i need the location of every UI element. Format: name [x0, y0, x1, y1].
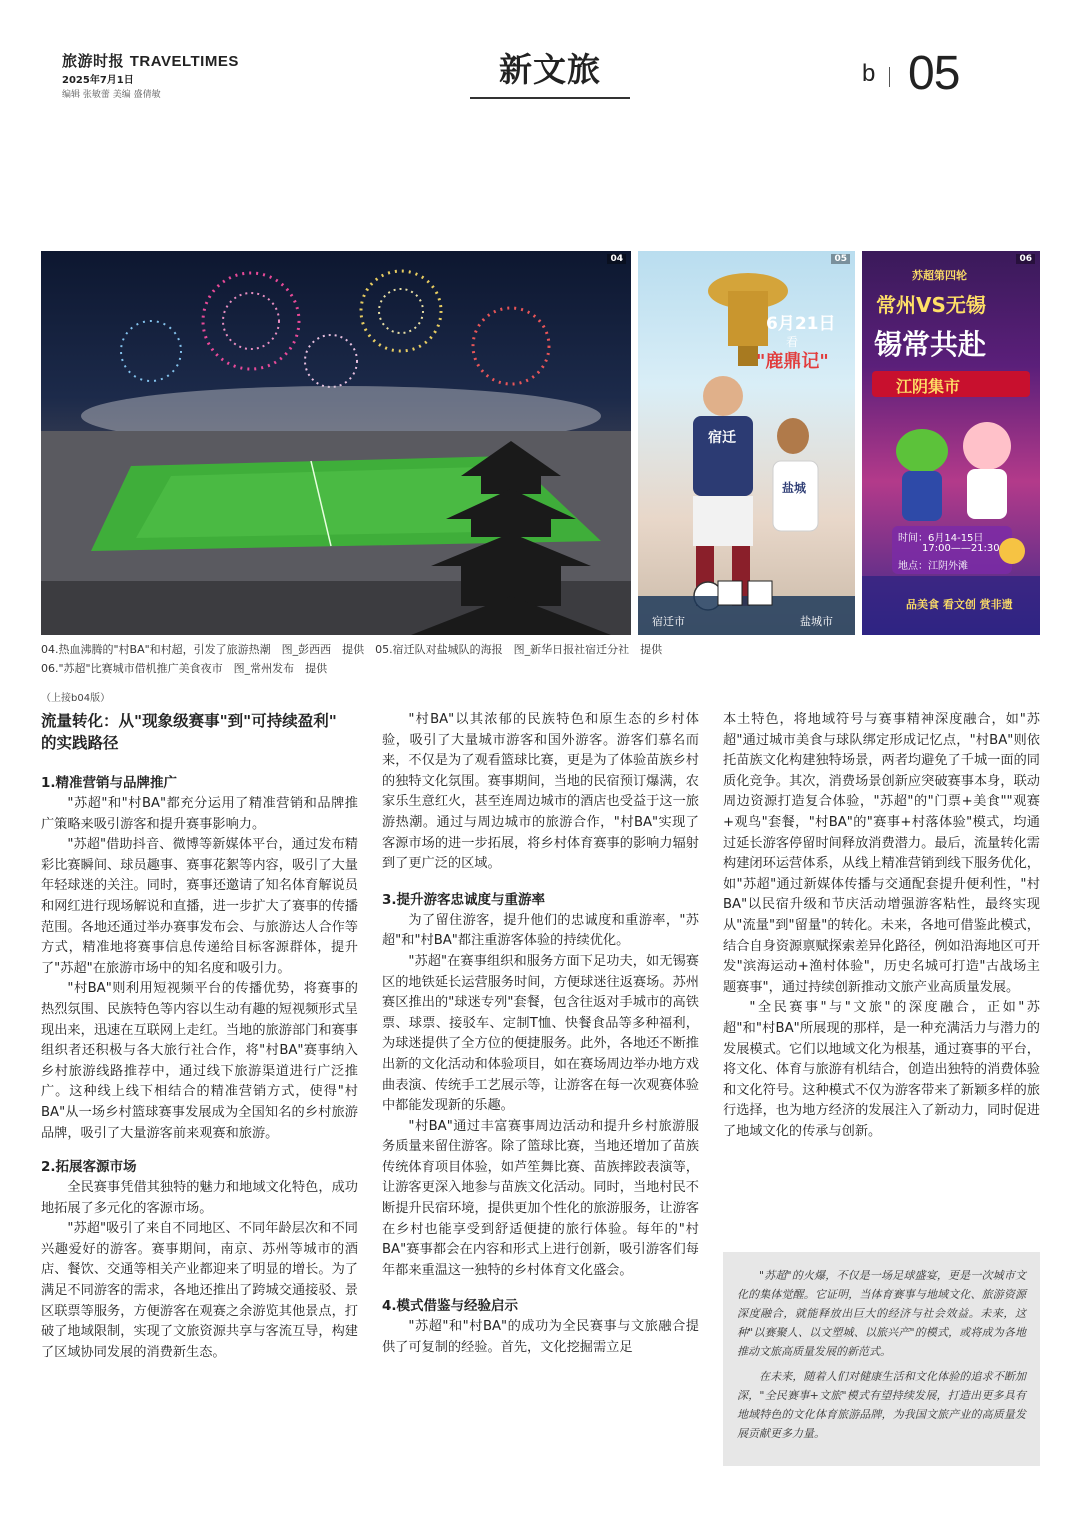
- logo-en: TRAVELTIMES: [129, 53, 239, 70]
- issue-date: 2025年7月1日: [62, 75, 134, 86]
- poster-06-market: 江阴集市: [896, 377, 961, 396]
- page-separator: [889, 67, 890, 87]
- poster-05-city-suqian: 宿迁市: [652, 615, 685, 628]
- paragraph: "村BA"通过丰富赛事周边活动和提升乡村旅游服务质量来留住游客。除了篮球比赛，当地还增加了苗族传统体育项目体验，如芦笙舞比赛、苗族摔跤表演等，让游客更深入地参与苗族文化活动。同时，当地村民不断提升民宿环境，提供更加个性化的旅游服务，让游客在乡村也能享受到舒适便捷的旅行体验。每年的"村BA"赛事都会在内容和形式上进行创新，吸引游客们每年都来重温这一独特的乡村体育文化盛会。: [382, 1118, 699, 1278]
- poster-05-date: 6月21日: [766, 314, 836, 334]
- paragraph: "苏超"吸引了来自不同地区、不同年龄层次和不同兴趣爱好的游客。赛事期间，南京、苏州等城市的酒店、餐饮、交通等相关产业都迎来了明显的增长。为了满足不同游客的需求，各地还推出了跨城交通接驳、景区联票等服务，方便游客在观赛之余游览其他景点，打破了地域限制，实现了文旅资源共享与客流互导，构建了区域协同发展的消费新生态。: [41, 1221, 358, 1360]
- poster-06-matchup: 常州VS无锡: [876, 293, 986, 317]
- poster-06-hours: 17:00——21:30: [922, 543, 1000, 554]
- poster-05-team-suqian: 宿迁: [708, 430, 736, 446]
- paragraph: 本土特色，将地域符号与赛事精神深度融合，如"苏超"通过城市美食与球队绑定形成记忆点，"村BA"则依托苗族文化构建独特场景，两者均避免了千城一面的同质化竞争。其次，消费场景创新应突破赛事本身，联动周边资源打造复合体验，"苏超"的"门票+美食""观赛+观鸟"套餐，"村BA"的"赛事+村落体验"模式，均通过延长游客停留时间释放消费潜力。最后，流量转化需构建闭环运营体系，从线上精准营销到线下服务优化，如"苏超"通过新媒体传播与交通配套提升便利性，"村BA"以民宿升级和节庆活动增强游客粘性，最终实现从"流量"到"留量"的转化。未来，各地可借鉴此模式，结合自身资源禀赋探索差异化路径，例如沿海地区可开发"滨海运动+渔村体验"，历史名城可打造"古战场主题赛事"，通过持续创新推动文旅产业高质量发展。: [723, 712, 1040, 995]
- quote-paragraph-2: 在未来，随着人们对健康生活和文化体验的追求不断加深，"全民赛事+文旅"模式有望持续发展，打造出更多具有地域特色的文化体育旅游品牌，为我国文旅产业的高质量发展贡献更多力量。: [737, 1370, 1026, 1440]
- section-1-heading: 1.精准营销与品牌推广: [41, 775, 178, 791]
- poster-05-city-yancheng: 盐城市: [800, 615, 833, 628]
- caption-line-2: 06."苏超"比赛城市借机推广美食夜市 图_常州发布 提供: [41, 662, 328, 675]
- section-2-heading: 2.拓展客源市场: [41, 1159, 137, 1176]
- section-4-heading: 4.模式借鉴与经验启示: [382, 1298, 519, 1315]
- poster-06-round: 苏超第四轮: [912, 269, 967, 282]
- article-column-1: [41, 710, 358, 1363]
- paragraph: "苏超"和"村BA"都充分运用了精准营销和品牌推广策略来吸引游客和提升赛事影响力。: [41, 796, 358, 832]
- quote-box: [723, 1252, 1040, 1466]
- photo-poster-changzhou-wuxi: [862, 251, 1040, 635]
- paragraph: "村BA"以其浓郁的民族特色和原生态的乡村体验，吸引了大量城市游客和国外游客。游客们慕名而来，不仅是为了观看篮球比赛，更是为了体验苗族乡村的独特文化氛围。赛事期间，当地的民宿预订爆满，农家乐生意红火，甚至连周边城市的酒店也受益于这一旅游热潮。通过与周边城市的旅游合作，"村BA"实现了客源市场的进一步拓展，将乡村体育赛事的影响力辐射到了更广泛的区域。: [382, 712, 699, 872]
- photo-tag-05: 05: [831, 254, 850, 264]
- poster-06-footer: 品美食 看文创 赏非遗: [906, 598, 1013, 611]
- caption-line-1: 04.热血沸腾的"村BA"和村超，引发了旅游热潮 图_彭西西 提供 05.宿迁队对盐城队的海报 图_新华日报社宿迁分社 提供: [41, 643, 663, 656]
- paragraph: "全民赛事"与"文旅"的深度融合，正如"苏超"和"村BA"所展现的那样，是一种充满活力与潜力的发展模式。它们以地域文化为根基，通过赛事的平台，将文化、体育与旅游有机结合，创造出独特的消费体验和文化符号。这种模式不仅为游客带来了新颖多样的旅行选择，也为地方经济的发展注入了新动力，同时促进了地域文化的传承与创新。: [723, 1000, 1040, 1139]
- logo-cn: 旅游时报: [62, 52, 125, 70]
- article-title-line-1: 流量转化：从"现象级赛事"到"可持续盈利": [41, 712, 337, 730]
- editor-credit: 编辑 张敏蕾 美编 盛倩敏: [62, 90, 161, 100]
- poster-06-place: 地点：江阴外滩: [898, 561, 968, 572]
- article-column-2: [382, 710, 699, 1359]
- article-column-3: [723, 710, 1040, 1142]
- continued-note: （上接b04版）: [41, 693, 111, 704]
- paragraph: "苏超"和"村BA"的成功为全民赛事与文旅融合提供了可复制的经验。首先，文化挖掘需立足: [382, 1319, 699, 1356]
- photo-poster-suqian-yancheng: [638, 251, 855, 635]
- article-title-line-2: 的实践路径: [41, 734, 119, 752]
- poster-06-time: 时间：6月14-15日: [898, 533, 984, 544]
- section-3-heading: 3.提升游客忠诚度与重游率: [382, 891, 546, 908]
- paragraph: "村BA"则利用短视频平台的传播优势，将赛事的热烈氛围、民族特色等内容以生动有趣的短视频形式呈现出来，迅速在互联网上走红。当地的旅游部门和赛事组织者还积极与各大旅行社合作，将"村BA"赛事纳入乡村旅游线路推荐中，通过线下旅游渠道进行广泛推广。这种线上线下相结合的精准营销方式，使得"村BA"从一场乡村篮球赛事发展成为全国知名的乡村旅游品牌，吸引了大量游客前来观赛和旅游。: [41, 981, 358, 1141]
- poster-05-look: 看: [786, 335, 799, 349]
- photo-stadium-fireworks: [41, 251, 631, 635]
- newspaper-logo: [62, 50, 239, 71]
- poster-05-title: "鹿鼎记": [756, 351, 829, 372]
- photo-tag-06: 06: [1016, 254, 1035, 264]
- photo-tag-04: 04: [607, 254, 626, 264]
- section-title: 新文旅: [499, 50, 601, 89]
- poster-05-team-yancheng: 盐城: [782, 481, 807, 495]
- paragraph: "苏超"借助抖音、微博等新媒体平台，通过发布精彩比赛瞬间、球员趣事、赛事花絮等内容，吸引了大量年轻球迷的关注。同时，赛事还邀请了知名体育解说员和网红进行现场解说和直播，进一步扩大了赛事的传播范围。各地还通过举办赛事发布会、与旅游达人合作等方式，精准地将赛事信息传递给目标客源群体，提升了"苏超"在旅游市场中的知名度和吸引力。: [41, 837, 358, 976]
- section-rule: [470, 97, 630, 99]
- page-number: 05: [908, 47, 960, 100]
- paragraph: 全民赛事凭借其独特的魅力和地域文化特色，成功地拓展了多元化的客源市场。: [41, 1180, 358, 1216]
- paragraph: "苏超"在赛事组织和服务方面下足功夫，如无锡赛区的地铁延长运营服务时间，方便球迷往返赛场。苏州赛区推出的"球迷专列"套餐，包含往返对手城市的高铁票、球票、接驳车、定制T恤、快餐食品等多种福利，为球迷提供了全方位的便捷服务。此外，各地还不断推出新的文化活动和体验项目，如在赛场周边举办地方戏曲表演、传统手工艺展示等，让游客在每一次观赛体验中都能发现新的乐趣。: [382, 953, 699, 1114]
- stadium-illustration: [41, 251, 631, 635]
- poster-06-slogan: 锡常共赴: [874, 328, 987, 361]
- paragraph: 为了留住游客，提升他们的忠诚度和重游率，"苏超"和"村BA"都注重游客体验的持续优化。: [382, 912, 699, 949]
- quote-paragraph-1: "苏超"的火爆，不仅是一场足球盛宴，更是一次城市文化的集体觉醒。它证明，当体育赛事与地域文化、旅游资源深度融合，就能释放出巨大的经济与社会效益。未来，这种"以赛聚人、以文塑城、以旅兴产"的模式，或将成为各地推动文旅高质量发展的新范式。: [737, 1269, 1026, 1358]
- page-letter: b: [862, 60, 876, 87]
